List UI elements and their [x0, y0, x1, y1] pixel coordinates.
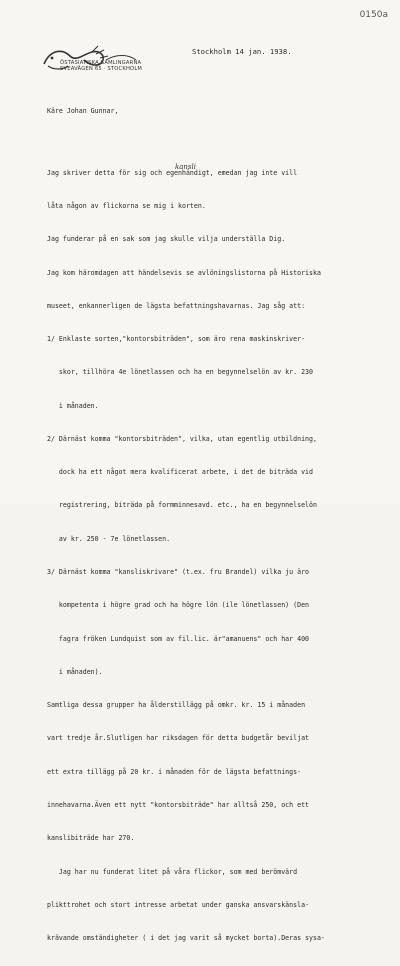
org-address: SVEAVÄGEN 65 · STOCKHOLM	[60, 66, 143, 72]
body-line: låta någon av flickorna se mig i korten.	[47, 201, 206, 210]
body-line: kompetenta i högre grad och ha högre lön (ile lönetlassen) (Den	[47, 601, 310, 610]
body-line: i månaden).	[47, 667, 103, 676]
dateline: Stockholm 14 jan. 1938.	[192, 47, 292, 56]
body-line: krävande omständigheter ( i det jag varit så mycket borta).Deras sysa-	[47, 934, 325, 943]
body-line: fagra fröken Lundquist som av fil.lic. är"amanuens" och har 400	[47, 634, 310, 643]
body-line: plikttrohet och stort intresse arbetat under ganska ansvarskänsla-	[47, 900, 310, 909]
body-line: skor, tillhöra 4e lönetlassen och ha en begynnelselön av kr. 230	[47, 368, 313, 377]
body-line: museet, enkannerligen de lägsta befattningshavarnas. Jag såg att:	[47, 301, 306, 310]
body-line: Samtliga dessa grupper ha ålderstillägg på omkr. kr. 15 i månaden	[47, 701, 306, 710]
body-line: vart tredje år.Slutligen har riksdagen för detta budgetår beviljat	[47, 734, 310, 743]
body-line: ett extra tillägg på 20 kr. i månaden för de lägsta befattnings-	[47, 767, 302, 776]
body-line: Jag skriver detta för sig och egenhändigt, emedan jag inte vill	[47, 168, 298, 177]
org-name: ÖSTASIATISKA SAMLINGARNA	[60, 60, 142, 66]
body-line: 1/ Enklaste sorten,"kontorsbiträden", som äro rena maskinskriver-	[47, 335, 306, 344]
body-line: Jag har nu funderat litet på våra flickor, som med berömvärd	[47, 867, 298, 876]
body-line: Jag kom häromdagen att händelsevis se avlöningslistorna på Historiska	[47, 268, 321, 277]
body-line: 3/ Därnäst komma "kansliskrivare" (t.ex. fru Brandel) vilka ju äro	[47, 568, 310, 577]
body-line: 2/ Därnäst komma "kontorsbiträden", vilka, utan egentlig utbildning,	[47, 434, 317, 443]
body-line: av kr. 250 - 7e lönetlassen.	[47, 534, 171, 543]
salutation: Käre Johan Gunnar,	[47, 107, 119, 116]
letter-body	[47, 84, 387, 966]
body-line: kanslibiträde har 270.	[47, 834, 135, 843]
letterhead-text	[60, 60, 142, 72]
body-line: innehavarna.Även ett nytt "kontorsbiträde" har alltså 250, och ett	[47, 801, 310, 809]
body-line: Jag funderar på en sak som jag skulle vilja underställa Dig.	[47, 235, 286, 244]
blank-line	[47, 139, 387, 145]
body-line: dock ha ett något mera kvalificerat arbete, i det de biträda vid	[47, 468, 313, 477]
body-line: i månaden.	[47, 401, 99, 410]
handwritten-insert: kansli	[175, 163, 196, 171]
archive-stamp: 0150a	[359, 10, 388, 20]
body-line: registrering, biträda på formminnesavd. etc., ha en begynnelselön	[47, 501, 317, 510]
